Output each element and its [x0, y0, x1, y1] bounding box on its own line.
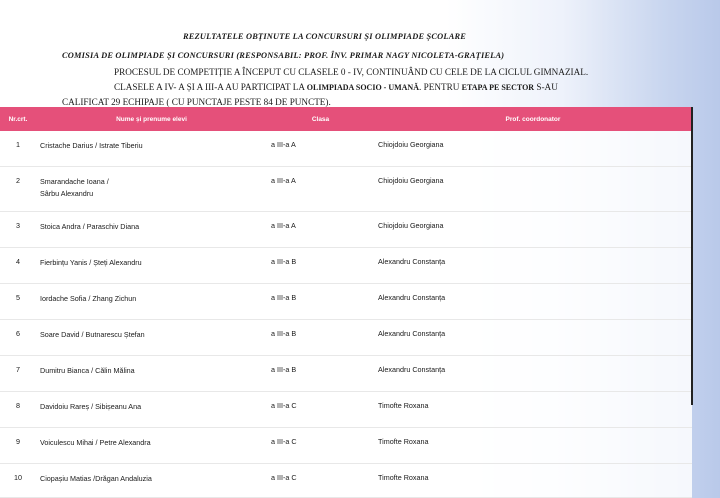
cell-students: Davidoiu Rareș / Sibișeanu Ana — [36, 392, 267, 428]
cell-class: a III-a A — [267, 131, 374, 167]
intro-line-3: CALIFICAT 29 ECHIPAJE ( CU PUNCTAJE PESTE 84 DE PUNCTE). — [62, 97, 331, 107]
col-header-class: Clasa — [267, 107, 374, 131]
cell-class: a III-a B — [267, 320, 374, 356]
stage-name: ETAPA PE SECTOR — [461, 83, 535, 92]
results-table — [0, 107, 692, 498]
cell-students: Ciopașiu Matias /Drăgan Andaluzia — [36, 464, 267, 498]
col-header-students: Nume și prenume elevi — [36, 107, 267, 131]
table-row — [0, 428, 692, 464]
cell-class: a III-a B — [267, 356, 374, 392]
cell-nr: 4 — [0, 248, 36, 284]
table-row — [0, 320, 692, 356]
intro-text-a: CLASELE A IV- A ȘI A III-A AU PARTICIPAT LA — [114, 82, 307, 92]
cell-class: a III-a B — [267, 284, 374, 320]
table-row — [0, 464, 692, 498]
cell-class: a III-a A — [267, 212, 374, 248]
table-row — [0, 167, 692, 212]
document-title: REZULTATELE OBȚINUTE LA CONCURSURI ȘI OLIMPIADE ȘCOLARE — [183, 32, 467, 41]
cell-teacher: Chiojdoiu Georgiana — [374, 131, 692, 167]
cell-nr: 6 — [0, 320, 36, 356]
cell-class: a III-a B — [267, 248, 374, 284]
col-header-nr: Nr.crt. — [0, 107, 36, 131]
cell-teacher: Chiojdoiu Georgiana — [374, 212, 692, 248]
cell-teacher: Alexandru Constanța — [374, 248, 692, 284]
cell-class: a III-a C — [267, 428, 374, 464]
cell-teacher: Timofte Roxana — [374, 464, 692, 498]
table-header-row — [0, 107, 692, 131]
cell-class: a III-a C — [267, 464, 374, 498]
intro-text-c: . PENTRU — [419, 82, 462, 92]
cell-nr: 9 — [0, 428, 36, 464]
intro-line-2 — [114, 82, 720, 92]
cell-nr: 1 — [0, 131, 36, 167]
cell-teacher: Alexandru Constanța — [374, 320, 692, 356]
table-row — [0, 248, 692, 284]
intro-line-1: PROCESUL DE COMPETIȚIE A ÎNCEPUT CU CLASELE 0 - IV, CONTINUÂND CU CELE DE LA CICLUL GIMNAZIAL. — [114, 67, 589, 77]
cell-students: Iordache Sofia / Zhang Zichun — [36, 284, 267, 320]
cell-nr: 5 — [0, 284, 36, 320]
cell-teacher: Alexandru Constanța — [374, 356, 692, 392]
intro-text-e: S-AU — [534, 82, 558, 92]
cell-teacher: Timofte Roxana — [374, 392, 692, 428]
cell-students: Fierbințu Yanis / Șteți Alexandru — [36, 248, 267, 284]
cell-nr: 2 — [0, 167, 36, 212]
cell-students: Dumitru Bianca / Călin Mălina — [36, 356, 267, 392]
student-line-2: Sârbu Alexandru — [40, 189, 94, 199]
commission-line: COMISIA DE OLIMPIADE ȘI CONCURSURI (RESPONSABIL: PROF. ÎNV. PRIMAR NAGY NICOLETA-GRAȚIELA) — [62, 51, 505, 60]
olympiad-name: OLIMPIADA SOCIO - UMANĂ — [306, 83, 419, 92]
table-row — [0, 356, 692, 392]
cell-students — [36, 167, 267, 212]
cell-teacher: Alexandru Constanța — [374, 284, 692, 320]
cell-nr: 8 — [0, 392, 36, 428]
table-right-border — [691, 107, 693, 405]
cell-students: Soare David / Butnarescu Ștefan — [36, 320, 267, 356]
cell-students: Voiculescu Mihai / Petre Alexandra — [36, 428, 267, 464]
cell-class: a III-a C — [267, 392, 374, 428]
cell-nr: 3 — [0, 212, 36, 248]
table-row — [0, 284, 692, 320]
table-row — [0, 392, 692, 428]
cell-students: Stoica Andra / Paraschiv Diana — [36, 212, 267, 248]
student-line-1: Smarandache Ioana / — [40, 177, 109, 186]
cell-nr: 7 — [0, 356, 36, 392]
table-row — [0, 212, 692, 248]
table-row — [0, 131, 692, 167]
cell-nr: 10 — [0, 464, 36, 498]
cell-teacher: Chiojdoiu Georgiana — [374, 167, 692, 212]
cell-class: a III-a A — [267, 167, 374, 212]
cell-teacher: Timofte Roxana — [374, 428, 692, 464]
cell-students: Cristache Darius / Istrate Tiberiu — [36, 131, 267, 167]
col-header-teacher: Prof. coordonator — [374, 107, 692, 131]
